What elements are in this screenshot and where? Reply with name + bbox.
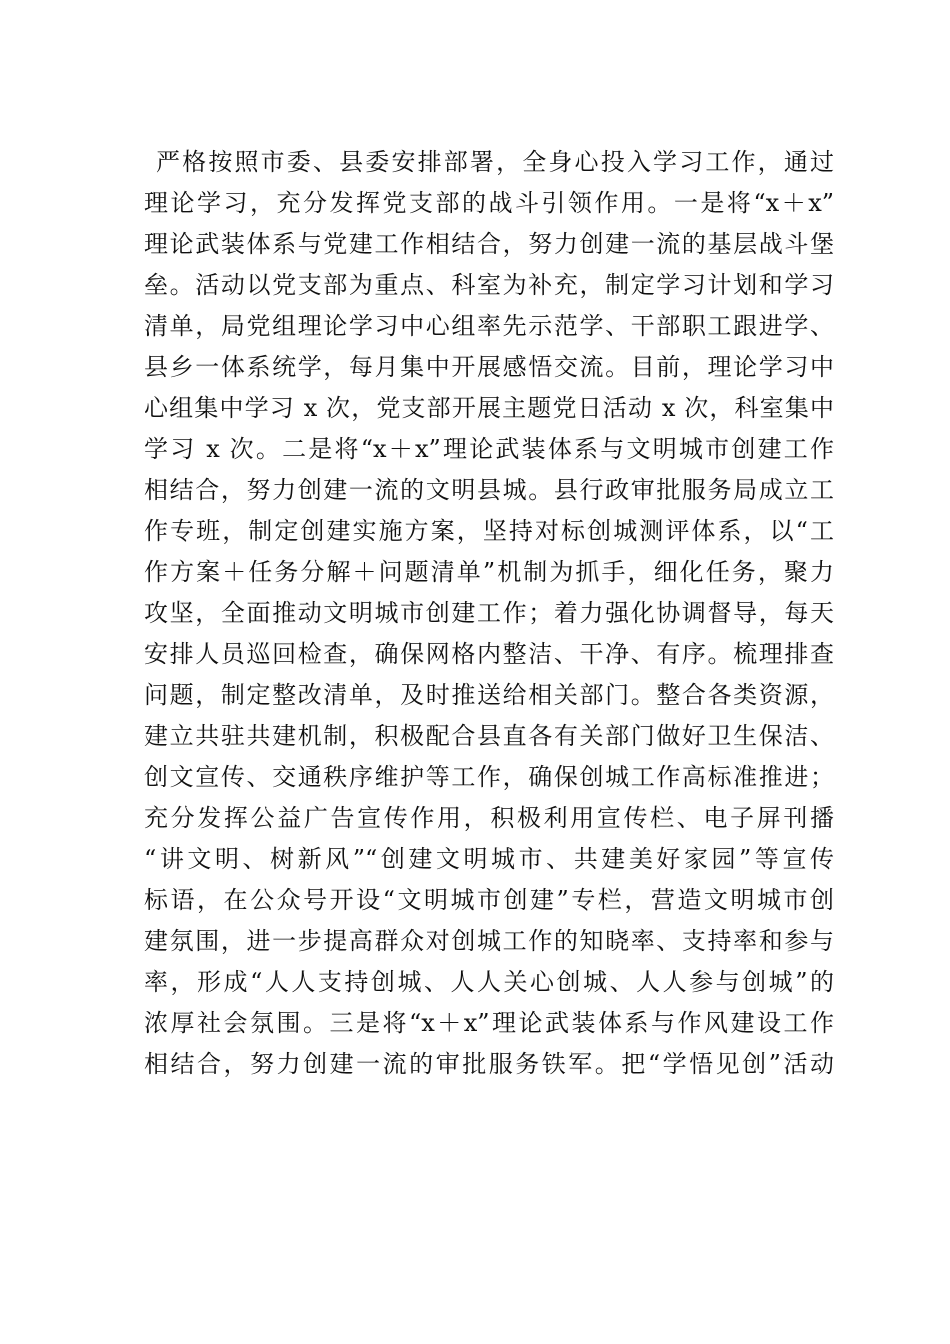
text-line: 心组集中学习 x 次，党支部开展主题党日活动 x 次，科室集中 (144, 394, 834, 422)
text-line: 创文宣传、交通秩序维护等工作，确保创城工作高标准推进； (144, 763, 834, 791)
text-line: 相结合，努力创建一流的文明县城。县行政审批服务局成立工 (144, 476, 834, 504)
text-line: 垒。活动以党支部为重点、科室为补充，制定学习计划和学习 (144, 271, 834, 299)
text-line: 作方案＋任务分解＋问题清单”机制为抓手，细化任务，聚力 (144, 558, 834, 586)
text-line: 问题，制定整改清单，及时推送给相关部门。整合各类资源， (144, 681, 834, 709)
text-line: 建立共驻共建机制，积极配合县直各有关部门做好卫生保洁、 (144, 722, 834, 750)
text-line: 县乡一体系统学，每月集中开展感悟交流。目前，理论学习中 (144, 353, 834, 381)
text-line: 攻坚，全面推动文明城市创建工作；着力强化协调督导，每天 (144, 599, 834, 627)
text-line: 充分发挥公益广告宣传作用，积极利用宣传栏、电子屏刊播 (144, 804, 834, 832)
text-line: 相结合，努力创建一流的审批服务铁军。把“学悟见创”活动 (144, 1050, 834, 1078)
text-line: 理论学习，充分发挥党支部的战斗引领作用。一是将“x＋x” (144, 189, 834, 217)
text-line: 浓厚社会氛围。三是将“x＋x”理论武装体系与作风建设工作 (144, 1009, 834, 1037)
text-line: 标语，在公众号开设“文明城市创建”专栏，营造文明城市创 (144, 886, 834, 914)
text-line: 安排人员巡回检查，确保网格内整洁、干净、有序。梳理排查 (144, 640, 834, 668)
text-line: 学习 x 次。二是将“x＋x”理论武装体系与文明城市创建工作 (144, 435, 834, 463)
text-line: 率，形成“人人支持创城、人人关心创城、人人参与创城”的 (144, 968, 834, 996)
text-line: 清单，局党组理论学习中心组率先示范学、干部职工跟进学、 (144, 312, 834, 340)
text-line: 建氛围，进一步提高群众对创城工作的知晓率、支持率和参与 (144, 927, 834, 955)
text-line: “讲文明、树新风”“创建文明城市、共建美好家园”等宣传 (144, 845, 834, 873)
text-line: 作专班，制定创建实施方案，坚持对标创城测评体系，以“工 (144, 517, 834, 545)
text-line: 严格按照市委、县委安排部署，全身心投入学习工作，通过 (156, 148, 834, 176)
text-line: 理论武装体系与党建工作相结合，努力创建一流的基层战斗堡 (144, 230, 834, 258)
body-paragraph (144, 142, 834, 1085)
